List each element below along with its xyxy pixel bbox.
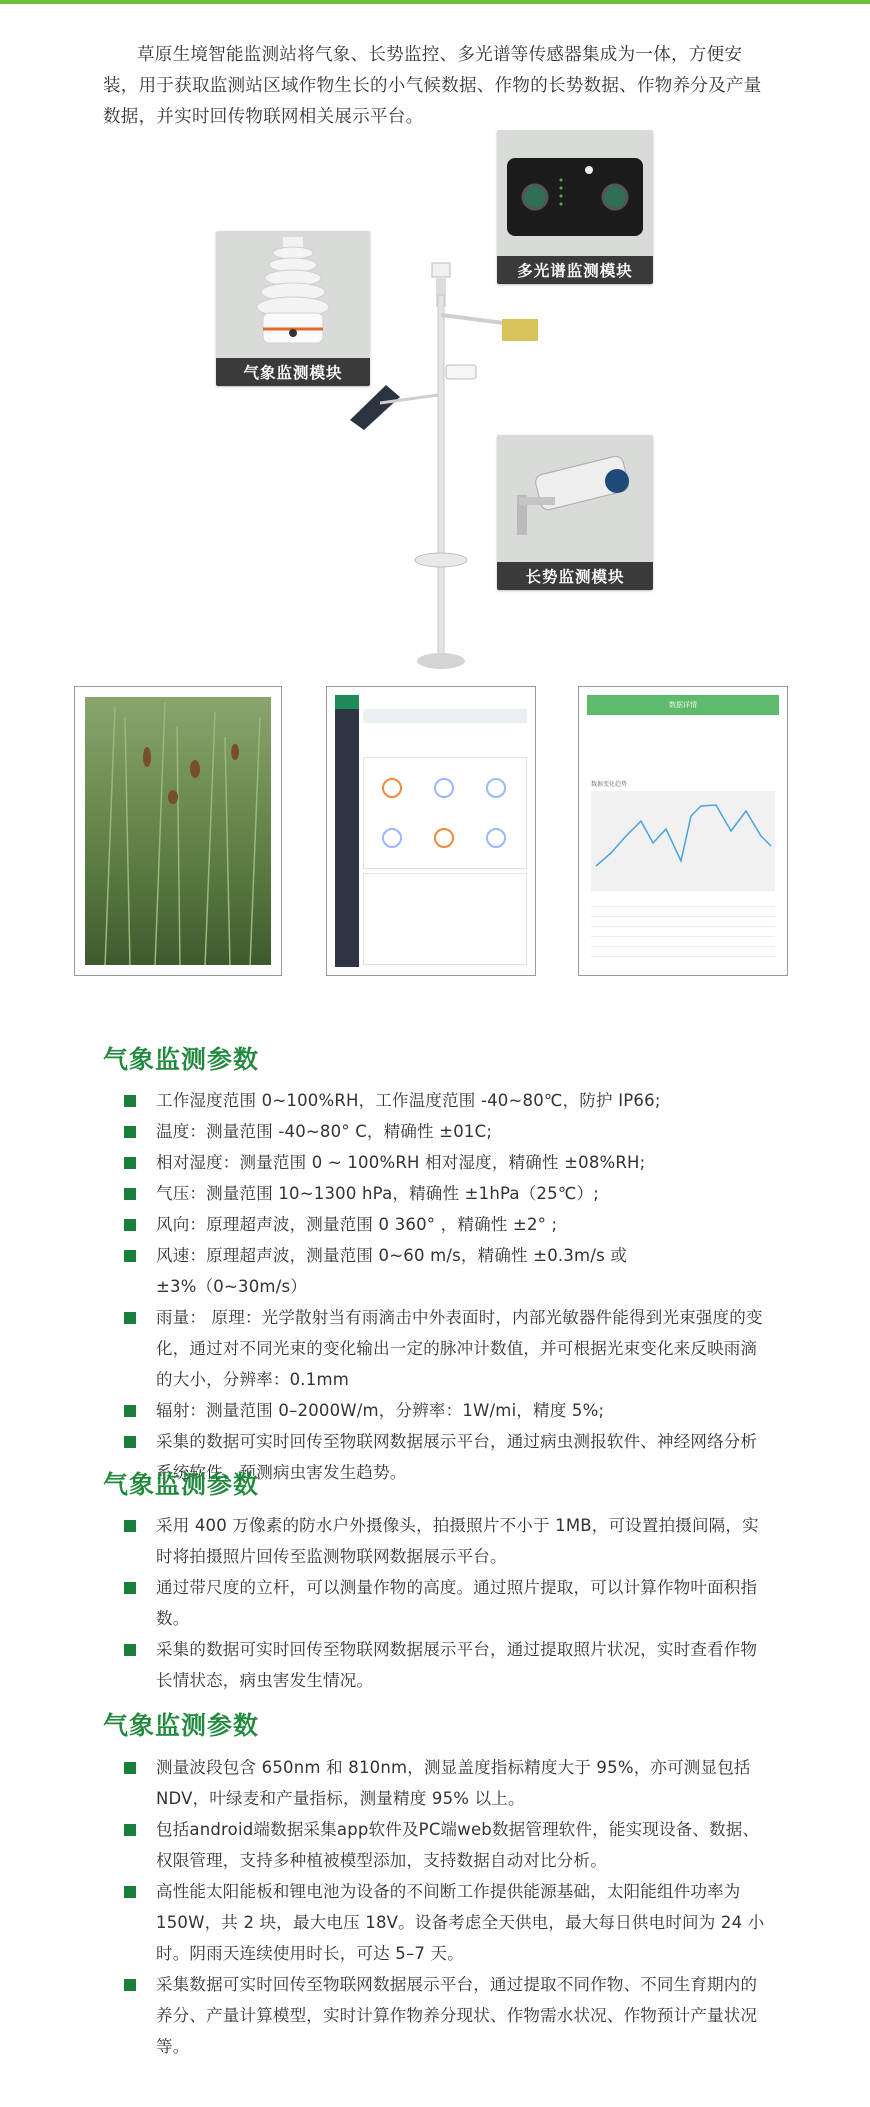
list-item: 雨量： 原理：光学散射当有雨滴击中外表面时，内部光敏器件能得到光束强度的变化，通过对不同光束的变化输出一定的脉冲计数值，并可根据光束变化来反映雨滴的大小，分辨率：0.1mm [120,1302,770,1395]
detail-trend-chart [591,791,775,891]
bullet-square-icon [124,1824,136,1836]
section-title-multispectral: 气象监测参数 [103,1711,260,1740]
weather-station-illustration [216,231,370,358]
multispectral-module-caption: 多光谱监测模块 [497,256,653,284]
list-item: 采用 400 万像素的防水户外摄像头，拍摄照片不小于 1MB，可设置拍摄间隔，实时将拍摄照片回传至监测物联网数据展示平台。 [120,1510,770,1572]
growth-module-caption: 长势监测模块 [497,562,653,590]
list-item: 风向：原理超声波，测量范围 0 360° ，精确性 ±2° ; [120,1209,770,1240]
multispectral-sensor-illustration [497,130,653,256]
list-item: 工作湿度范围 0~100%RH，工作温度范围 -40~80℃，防护 IP66; [120,1085,770,1116]
app-gauge-panel [363,757,527,869]
app-device-panel [363,873,527,965]
app-dashboard-screenshot [326,686,536,976]
camera-illustration [497,435,653,562]
list-item: 相对湿度：测量范围 0 ~ 100%RH 相对湿度，精确性 ±08%RH; [120,1147,770,1178]
bullet-square-icon [124,1644,136,1656]
grassland-photo [74,686,282,976]
list-item: 测量波段包含 650nm 和 810nm，测显盖度指标精度大于 95%，亦可测显包括 NDV，叶绿麦和产量指标，测量精度 95% 以上。 [120,1752,770,1814]
bullet-square-icon [124,1157,136,1169]
intro-paragraph: 草原生境智能监测站将气象、长势监控、多光谱等传感器集成为一体，方便安装，用于获取监测站区域作物生长的小气候数据、作物的长势数据、作物养分及产量数据，并实时回传物联网相关展示平台。 [103,45,762,127]
bullet-square-icon [124,1886,136,1898]
detail-table [591,897,775,965]
growth-params-list [120,1510,770,1696]
weather-module-image [216,231,370,386]
detail-chart-label: 数据变化趋势 [591,781,628,788]
bullet-square-icon [124,1582,136,1594]
data-detail-screenshot [578,686,788,976]
multispectral-params-list [120,1752,770,2062]
app-sidebar [335,695,359,967]
weather-params-list [120,1085,770,1488]
bullet-square-icon [124,1188,136,1200]
bullet-square-icon [124,1520,136,1532]
bullet-square-icon [124,1436,136,1448]
section-title-growth: 气象监测参数 [103,1470,260,1499]
list-item: 通过带尺度的立杆，可以测量作物的高度。通过照片提取，可以计算作物叶面积指数。 [120,1572,770,1634]
app-gauges [364,758,528,866]
list-item: 温度：测量范围 -40~80° C，精确性 ±01C; [120,1116,770,1147]
list-item: 高性能太阳能板和锂电池为设备的不间断工作提供能源基础，太阳能组件功率为 150W，共 2 块，最大电压 18V。设备考虑全天供电，最大每日供电时间为 24 小时。阴雨天连续使用时长，可达 5–7 天。 [120,1876,770,1969]
list-item: 辐射：测量范围 0–2000W/m，分辨率：1W/mi，精度 5%; [120,1395,770,1426]
detail-header: 数据详情 [587,695,779,715]
app-logo-bar [335,695,359,709]
grass-illustration [85,697,271,965]
bullet-square-icon [124,1405,136,1417]
weather-module-caption: 气象监测模块 [216,358,370,386]
bullet-square-icon [124,1126,136,1138]
growth-module-image [497,435,653,590]
list-item: 采集的数据可实时回传至物联网数据展示平台，通过提取照片状况，实时查看作物长情状态，病虫害发生情况。 [120,1634,770,1696]
bullet-square-icon [124,1312,136,1324]
bullet-square-icon [124,1095,136,1107]
list-item: 采集数据可实时回传至物联网数据展示平台，通过提取不同作物、不同生育期内的养分、产量计算模型，实时计算作物养分现状、作物需水状况、作物预计产量状况等。 [120,1969,770,2062]
list-item: 气压：测量范围 10~1300 hPa，精确性 ±1hPa（25℃）; [120,1178,770,1209]
bullet-square-icon [124,1250,136,1262]
list-item: 包括android端数据采集app软件及PC端web数据管理软件，能实现设备、数据、权限管理，支持多种植被模型添加，支持数据自动对比分析。 [120,1814,770,1876]
list-item: 采集的数据可实时回传至物联网数据展示平台，通过病虫测报软件、神经网络分析系统软件，预测病虫害发生趋势。 [120,1426,770,1488]
app-panel-header [363,709,527,723]
list-item: 风速：原理超声波，测量范围 0~60 m/s，精确性 ±0.3m/s 或 ±3%（0~30m/s） [120,1240,770,1302]
bullet-square-icon [124,1219,136,1231]
top-accent-bar [0,0,870,4]
bullet-square-icon [124,1979,136,1991]
bullet-square-icon [124,1762,136,1774]
section-title-weather: 气象监测参数 [103,1045,260,1074]
